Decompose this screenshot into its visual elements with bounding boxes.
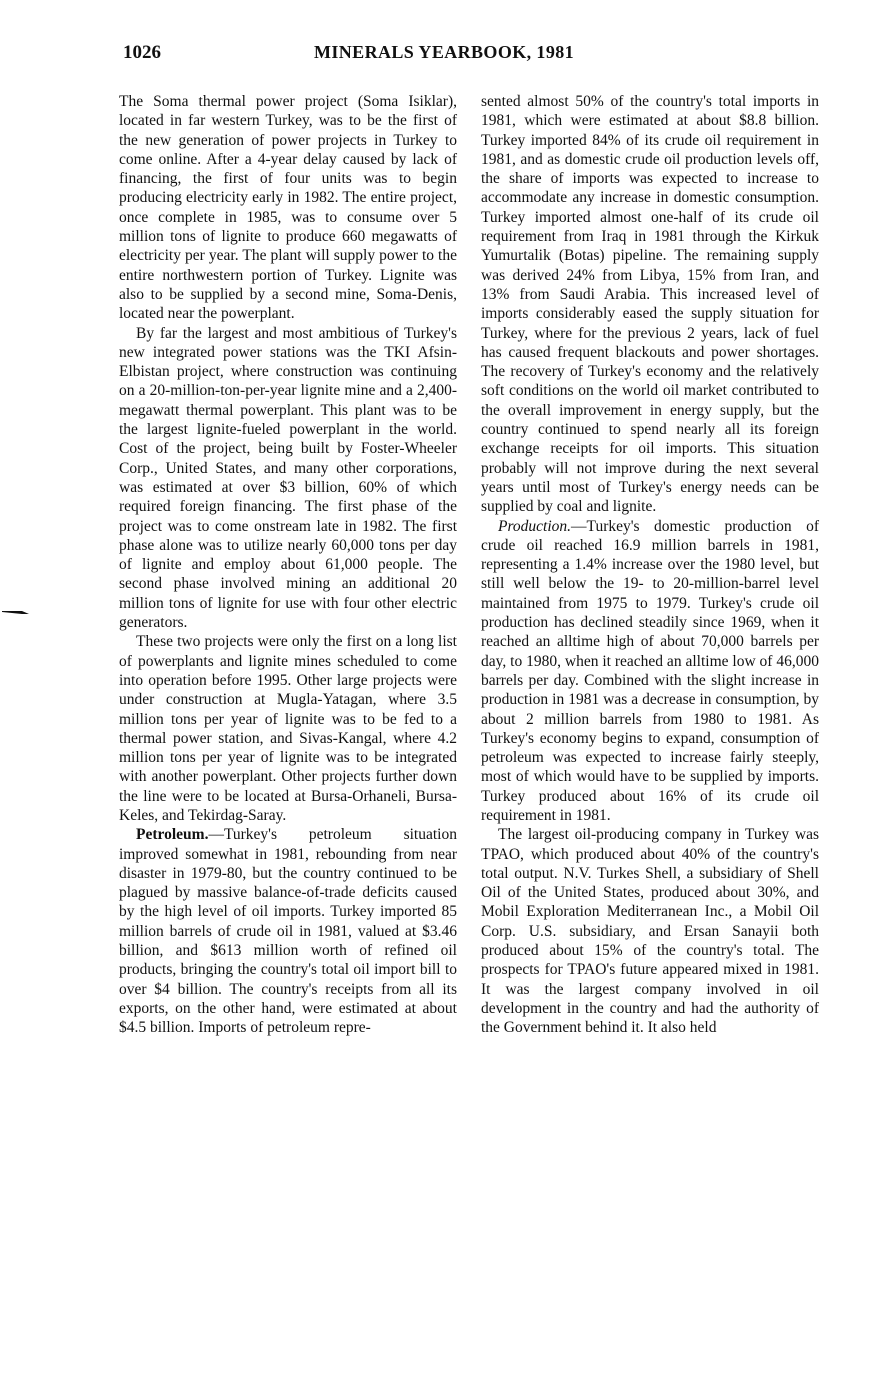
petroleum-heading: Petroleum. — [136, 826, 209, 844]
paragraph-petroleum — [119, 825, 457, 1037]
right-column — [481, 92, 819, 1038]
paragraph-production — [481, 517, 819, 826]
production-text: —Turkey's domestic production of crude oil reached 16.9 million barrels in 1981, representing a 1.4% increase over the 1980 level, but still well below the 19- to 20-million-barrel level maintained from 1975 to 1979. Turkey's crude oil production has declined steadily since 1969, when it reached an alltime high of about 70,000 barrels per day, to 1980, when it reached an alltime low of 46,000 barrels per day. Combined with the slight increase in production in 1981 was a decrease in consumption, by about 2 million barrels from 1980 to 1981. As Turkey's economy begins to expand, consumption of petroleum was expected to increase fairly steeply, most of which would have to be supplied by imports. Turkey produced about 16% of its crude oil requirement in 1981. — [481, 517, 819, 824]
margin-arrow-mark — [2, 608, 30, 616]
paragraph-afsin-elbistan: By far the largest and most ambitious of Turkey's new integrated power stations was the TKI Afsin-Elbistan project, where construction was continuing on a 20-million-ton-per-year lignite mine and a 2,400-megawatt thermal powerplant. This plant was to be the largest lignite-fueled powerplant in the world. Cost of the project, being built by Foster-Wheeler Corp., United States, and many other corporations, was estimated at over $3 billion, 60% of which required foreign financing. The first phase of the project was to come onstream late in 1982. The first phase alone was to utilize nearly 60,000 tons per day of lignite and employ about 61,000 people. The second phase involved mining an additional 20 million tons of lignite for use with four other electric generators. — [119, 324, 457, 632]
paragraph-soma-project: The Soma thermal power project (Soma Isiklar), located in far western Turkey, was to be the first of the new generation of power projects in Turkey to come online. After a 4-year delay caused by lack of financing, the first of four units was to begin producing electricity early in 1982. The entire project, once complete in 1985, was to consume over 5 million tons of lignite to produce 660 megawatts of electricity per year. The plant will supply power to the entire northwestern portion of Turkey. Lignite was also to be supplied by a second mine, Soma-Denis, located near the powerplant. — [119, 93, 457, 323]
paragraph-imports: sented almost 50% of the country's total imports in 1981, which were estimated at about $8.8 billion. Turkey imported 84% of its crude oil requirement in 1981, and as domestic crude oil production levels off, the share of imports was expected to increase to accommodate any increase in domestic consumption. Turkey imported almost one-half of its crude oil requirement from Iraq in 1981 through the Kirkuk Yumurtalik (Botas) pipeline. The remaining supply was derived 24% from Libya, 15% from Iran, and 13% from Saudi Arabia. This increased level of imports considerably eased the supply situation for Turkey, where for the previous 2 years, lack of fuel has caused frequent blackouts and power shortages. The recovery of Turkey's economy and the relatively soft conditions on the world oil market contributed to the overall improvement in energy supply, but the country continued to spend nearly all its foreign exchange receipts for oil imports. This situation probably will not improve during the next several years until most of Turkey's energy needs can be supplied by coal and lignite. — [481, 93, 819, 516]
paragraph-other-projects: These two projects were only the first on a long list of powerplants and lignite mines scheduled to come into operation before 1995. Other large projects were under construction at Mugla-Yatagan, where 3.5 million tons per year of lignite was to be fed to a thermal power station, and Sivas-Kangal, where 4.2 million tons per year of lignite was to be integrated with another powerplant. Other projects further down the line were to be located at Bursa-Orhaneli, Bursa-Keles, and Tekirdag-Saray. — [119, 633, 457, 824]
paragraph-tpao: The largest oil-producing company in Turkey was TPAO, which produced about 40% of the country's total output. N.V. Turkes Shell, a subsidiary of Shell Oil of the United States, produced about 30%, and Mobil Exploration Mediterranean Inc., a Mobil Oil Corp. U.S. subsidiary, and Ersan Sanayii both produced about 15% of the country's total. The prospects for TPAO's future appeared mixed in 1981. It was the largest company involved in oil development in the country and had the authority of the Government behind it. It also held — [481, 826, 819, 1037]
page-number: 1026 — [123, 42, 161, 63]
production-heading: Production. — [498, 517, 572, 535]
petroleum-text: —Turkey's petroleum situation improved somewhat in 1981, rebounding from near disaster in 1979-80, but the country continued to be plagued by massive balance-of-trade deficits caused by the high level of oil imports. Turkey imported 85 million barrels of crude oil in 1981, valued at $3.46 billion, and $613 million worth of refined oil products, bringing the country's total oil import bill to over $4 billion. The country's receipts from all its exports, on the other hand, were estimated at about $4.5 billion. Imports of petroleum repre- — [119, 826, 457, 1037]
running-head: MINERALS YEARBOOK, 1981 — [313, 42, 575, 62]
left-column — [119, 92, 457, 1038]
